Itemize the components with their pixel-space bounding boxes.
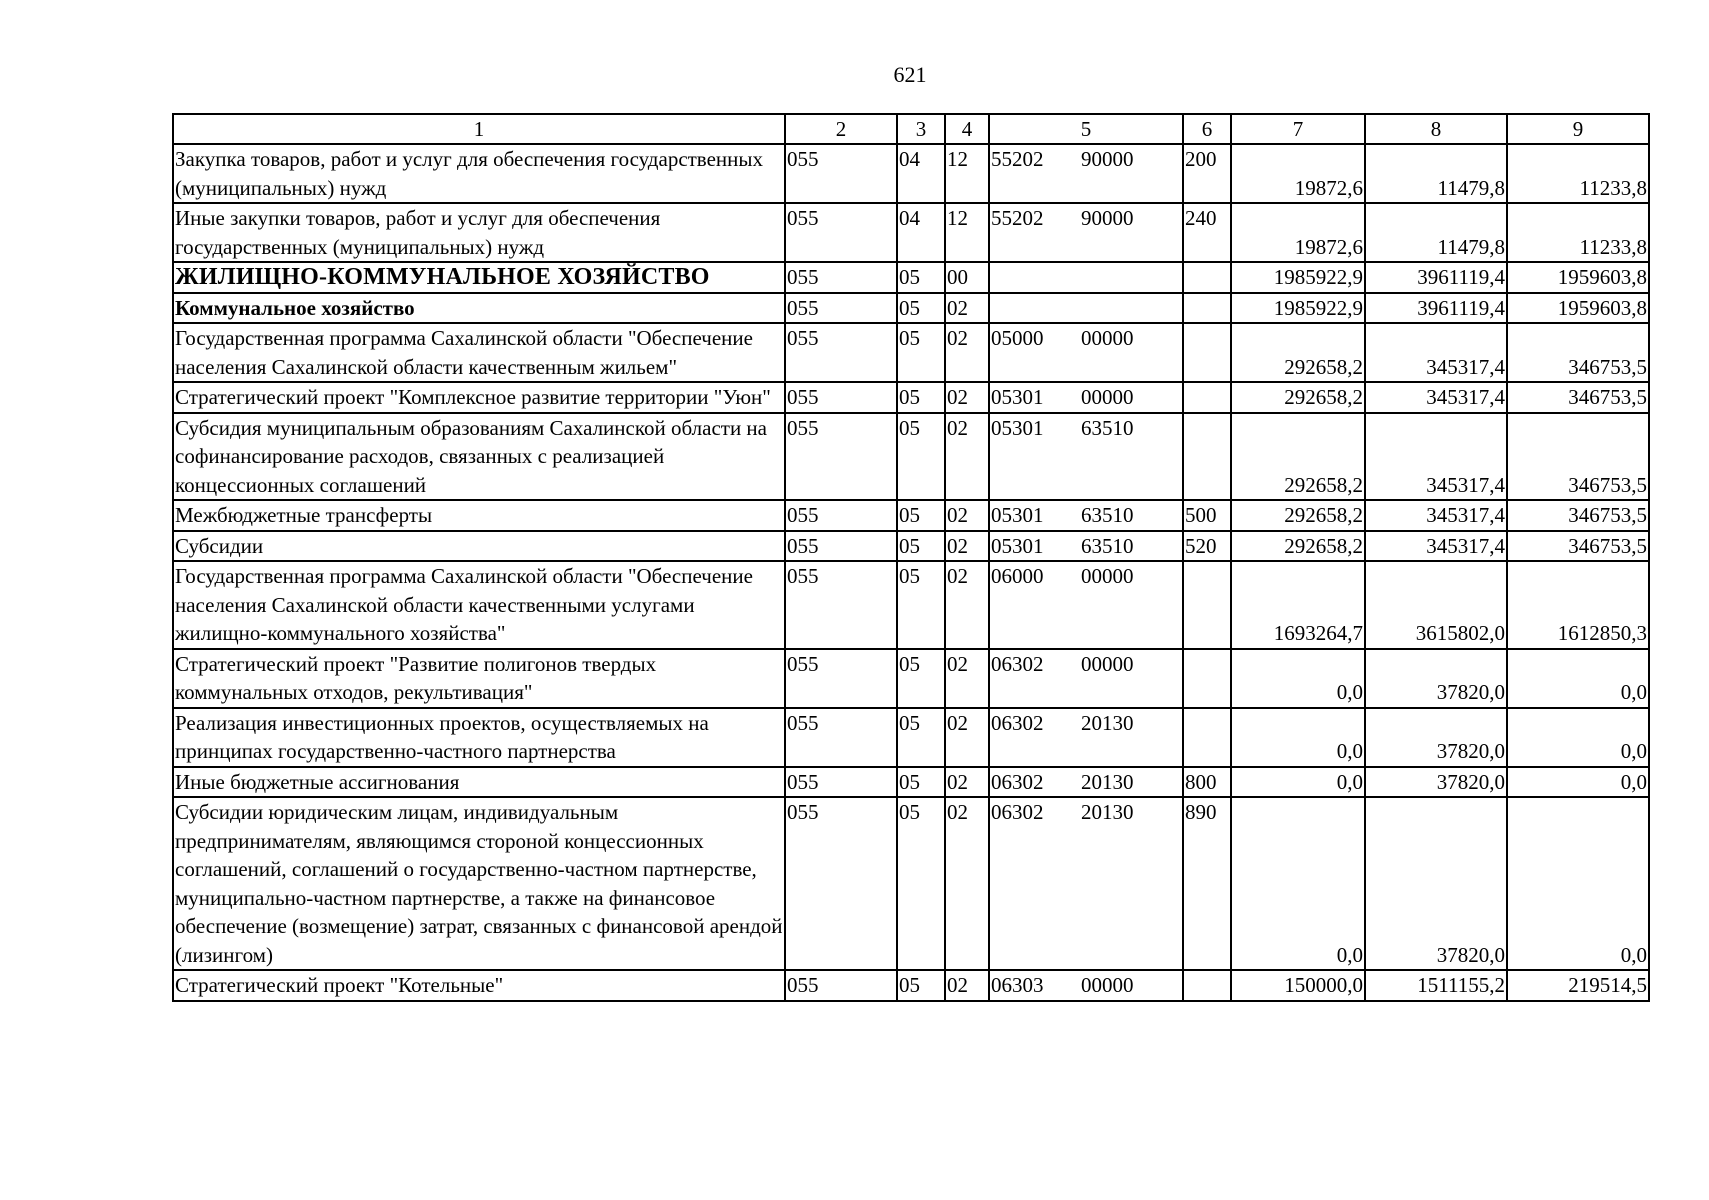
table-header-row — [173, 114, 1649, 144]
row-name-cell: Государственная программа Сахалинской области "Обеспечение населения Сахалинской области качественными услугами жилищно-коммунального хозяйства" — [173, 561, 785, 649]
target-article-cell — [989, 531, 1183, 562]
section-code-cell: 05 — [897, 649, 945, 708]
target-article-cell — [989, 767, 1183, 798]
target-article-cell — [989, 382, 1183, 413]
target-article-program-code: 06302 — [991, 800, 1044, 824]
section-code-cell: 05 — [897, 293, 945, 324]
section-code-cell: 05 — [897, 323, 945, 382]
amount-col7-cell: 0,0 — [1231, 708, 1365, 767]
table-row — [173, 500, 1649, 531]
target-article-direction-code: 20130 — [1081, 800, 1134, 824]
admin-code-cell: 055 — [785, 708, 897, 767]
table-row — [173, 649, 1649, 708]
table-row — [173, 970, 1649, 1001]
header-cell: 4 — [945, 114, 989, 144]
target-article-cell — [989, 413, 1183, 501]
amount-col7-cell: 19872,6 — [1231, 203, 1365, 262]
expense-type-cell: 520 — [1183, 531, 1231, 562]
expense-type-cell: 200 — [1183, 144, 1231, 203]
section-code-cell: 05 — [897, 797, 945, 970]
row-name-cell: Государственная программа Сахалинской области "Обеспечение населения Сахалинской области качественным жильем" — [173, 323, 785, 382]
table-row — [173, 797, 1649, 970]
subsection-code-cell: 12 — [945, 144, 989, 203]
expense-type-cell: 500 — [1183, 500, 1231, 531]
amount-col9-cell: 1612850,3 — [1507, 561, 1649, 649]
row-name-cell: Субсидии — [173, 531, 785, 562]
amount-col8-cell: 3961119,4 — [1365, 293, 1507, 324]
row-name-cell: Стратегический проект "Комплексное развитие территории "Уюн" — [173, 382, 785, 413]
target-article-program-code: 06302 — [991, 651, 1044, 676]
amount-col8-cell: 11479,8 — [1365, 203, 1507, 262]
subsection-code-cell: 02 — [945, 767, 989, 798]
target-article-program-code: 06000 — [991, 564, 1044, 588]
header-cell: 7 — [1231, 114, 1365, 144]
expense-type-cell — [1183, 649, 1231, 708]
target-article-cell — [989, 144, 1183, 203]
amount-col8-cell: 37820,0 — [1365, 797, 1507, 970]
target-article-cell — [989, 203, 1183, 262]
amount-col9-cell: 0,0 — [1507, 649, 1649, 708]
admin-code-cell: 055 — [785, 293, 897, 324]
expense-type-cell — [1183, 323, 1231, 382]
target-article-direction-code: 00000 — [1081, 564, 1134, 588]
expense-type-cell — [1183, 293, 1231, 324]
header-cell: 2 — [785, 114, 897, 144]
expense-type-cell — [1183, 382, 1231, 413]
header-cell: 1 — [173, 114, 785, 144]
target-article-cell — [989, 561, 1183, 649]
row-name-cell: Субсидии юридическим лицам, индивидуальным предпринимателям, являющимся стороной концессионных соглашений, соглашений о государственно-частном партнерстве, муниципально-частном партнерстве, а также на финансовое обеспечение (возмещение) затрат, связанных с финансовой арендой (лизингом) — [173, 797, 785, 970]
table-row — [173, 531, 1649, 562]
table-row — [173, 203, 1649, 262]
target-article-program-code: 05301 — [991, 503, 1044, 527]
subsection-code-cell: 02 — [945, 323, 989, 382]
row-name-cell: Закупка товаров, работ и услуг для обеспечения государственных (муниципальных) нужд — [173, 144, 785, 203]
subsection-code-cell: 02 — [945, 293, 989, 324]
amount-col7-cell: 292658,2 — [1231, 323, 1365, 382]
amount-col7-cell: 1693264,7 — [1231, 561, 1365, 649]
amount-col9-cell: 11233,8 — [1507, 144, 1649, 203]
admin-code-cell: 055 — [785, 382, 897, 413]
amount-col7-cell: 292658,2 — [1231, 531, 1365, 562]
target-article-program-code: 05000 — [991, 326, 1044, 350]
section-code-cell: 05 — [897, 382, 945, 413]
amount-col7-cell: 150000,0 — [1231, 970, 1365, 1001]
target-article-program-code: 55202 — [991, 147, 1044, 171]
amount-col8-cell: 345317,4 — [1365, 413, 1507, 501]
amount-col9-cell: 0,0 — [1507, 708, 1649, 767]
amount-col8-cell: 37820,0 — [1365, 649, 1507, 708]
amount-col9-cell: 346753,5 — [1507, 382, 1649, 413]
expense-type-cell — [1183, 970, 1231, 1001]
amount-col8-cell: 3961119,4 — [1365, 262, 1507, 293]
amount-col7-cell: 292658,2 — [1231, 413, 1365, 501]
expense-type-cell — [1183, 262, 1231, 293]
amount-col9-cell: 346753,5 — [1507, 413, 1649, 501]
amount-col9-cell: 346753,5 — [1507, 531, 1649, 562]
table-row — [173, 767, 1649, 798]
expense-type-cell — [1183, 708, 1231, 767]
header-cell: 9 — [1507, 114, 1649, 144]
header-cell: 6 — [1183, 114, 1231, 144]
section-code-cell: 05 — [897, 561, 945, 649]
subsection-code-cell: 02 — [945, 382, 989, 413]
target-article-cell — [989, 797, 1183, 970]
admin-code-cell: 055 — [785, 262, 897, 293]
table-row — [173, 323, 1649, 382]
target-article-program-code: 05301 — [991, 533, 1044, 558]
amount-col9-cell: 11233,8 — [1507, 203, 1649, 262]
page-number: 621 — [893, 62, 927, 87]
subsection-code-cell: 02 — [945, 531, 989, 562]
section-code-cell: 05 — [897, 708, 945, 767]
target-article-direction-code: 20130 — [1081, 769, 1134, 794]
amount-col8-cell: 37820,0 — [1365, 708, 1507, 767]
subsection-code-cell: 12 — [945, 203, 989, 262]
target-article-program-code: 55202 — [991, 206, 1044, 230]
admin-code-cell: 055 — [785, 323, 897, 382]
target-article-direction-code: 63510 — [1081, 533, 1134, 558]
section-code-cell: 04 — [897, 203, 945, 262]
target-article-cell — [989, 293, 1183, 324]
expense-type-cell — [1183, 413, 1231, 501]
subsection-code-cell: 02 — [945, 649, 989, 708]
target-article-direction-code: 00000 — [1081, 973, 1134, 997]
amount-col7-cell: 292658,2 — [1231, 500, 1365, 531]
section-code-cell: 04 — [897, 144, 945, 203]
target-article-cell — [989, 500, 1183, 531]
amount-col7-cell: 0,0 — [1231, 767, 1365, 798]
row-name-cell: Стратегический проект "Развитие полигонов твердых коммунальных отходов, рекультивация" — [173, 649, 785, 708]
expense-type-cell: 240 — [1183, 203, 1231, 262]
subsection-code-cell: 02 — [945, 413, 989, 501]
admin-code-cell: 055 — [785, 203, 897, 262]
target-article-program-code: 05301 — [991, 415, 1044, 440]
row-name-cell: Стратегический проект "Котельные" — [173, 970, 785, 1001]
row-name-cell: Коммунальное хозяйство — [173, 293, 785, 324]
row-name-cell: Реализация инвестиционных проектов, осуществляемых на принципах государственно-частного партнерства — [173, 708, 785, 767]
target-article-direction-code: 63510 — [1081, 503, 1134, 527]
section-code-cell: 05 — [897, 413, 945, 501]
admin-code-cell: 055 — [785, 767, 897, 798]
amount-col8-cell: 11479,8 — [1365, 144, 1507, 203]
amount-col9-cell: 1959603,8 — [1507, 262, 1649, 293]
target-article-cell — [989, 323, 1183, 382]
amount-col9-cell: 1959603,8 — [1507, 293, 1649, 324]
target-article-cell — [989, 262, 1183, 293]
target-article-program-code: 06302 — [991, 710, 1044, 735]
section-code-cell: 05 — [897, 500, 945, 531]
amount-col7-cell: 1985922,9 — [1231, 293, 1365, 324]
target-article-direction-code: 20130 — [1081, 710, 1134, 735]
section-code-cell: 05 — [897, 531, 945, 562]
expense-type-cell: 800 — [1183, 767, 1231, 798]
table-row — [173, 413, 1649, 501]
section-code-cell: 05 — [897, 970, 945, 1001]
table-row — [173, 382, 1649, 413]
section-code-cell: 05 — [897, 262, 945, 293]
header-cell: 3 — [897, 114, 945, 144]
subsection-code-cell: 02 — [945, 561, 989, 649]
row-name-cell: Иные бюджетные ассигнования — [173, 767, 785, 798]
table-body — [173, 144, 1649, 1001]
target-article-direction-code: 90000 — [1081, 206, 1134, 230]
target-article-direction-code: 90000 — [1081, 147, 1134, 171]
header-cell: 8 — [1365, 114, 1507, 144]
admin-code-cell: 055 — [785, 413, 897, 501]
amount-col7-cell: 292658,2 — [1231, 382, 1365, 413]
subsection-code-cell: 02 — [945, 797, 989, 970]
admin-code-cell: 055 — [785, 649, 897, 708]
target-article-program-code: 06302 — [991, 769, 1044, 794]
amount-col8-cell: 1511155,2 — [1365, 970, 1507, 1001]
amount-col9-cell: 0,0 — [1507, 797, 1649, 970]
target-article-direction-code: 00000 — [1081, 326, 1134, 350]
header-cell: 5 — [989, 114, 1183, 144]
target-article-direction-code: 00000 — [1081, 385, 1134, 409]
amount-col8-cell: 345317,4 — [1365, 323, 1507, 382]
section-code-cell: 05 — [897, 767, 945, 798]
amount-col9-cell: 346753,5 — [1507, 323, 1649, 382]
admin-code-cell: 055 — [785, 797, 897, 970]
row-name-cell: ЖИЛИЩНО-КОММУНАЛЬНОЕ ХОЗЯЙСТВО — [173, 262, 785, 293]
row-name-cell: Межбюджетные трансферты — [173, 500, 785, 531]
table-row — [173, 293, 1649, 324]
expense-type-cell — [1183, 561, 1231, 649]
budget-table — [172, 113, 1650, 1002]
amount-col8-cell: 37820,0 — [1365, 767, 1507, 798]
amount-col9-cell: 219514,5 — [1507, 970, 1649, 1001]
row-name-cell: Субсидия муниципальным образованиям Сахалинской области на софинансирование расходов, связанных с реализацией концессионных соглашений — [173, 413, 785, 501]
row-name-cell: Иные закупки товаров, работ и услуг для обеспечения государственных (муниципальных) нужд — [173, 203, 785, 262]
table-row — [173, 262, 1649, 293]
target-article-program-code: 05301 — [991, 385, 1044, 409]
amount-col8-cell: 3615802,0 — [1365, 561, 1507, 649]
table-row — [173, 561, 1649, 649]
subsection-code-cell: 02 — [945, 708, 989, 767]
target-article-cell — [989, 970, 1183, 1001]
subsection-code-cell: 00 — [945, 262, 989, 293]
amount-col7-cell: 0,0 — [1231, 649, 1365, 708]
target-article-cell — [989, 649, 1183, 708]
amount-col9-cell: 0,0 — [1507, 767, 1649, 798]
target-article-direction-code: 00000 — [1081, 651, 1134, 676]
amount-col7-cell: 1985922,9 — [1231, 262, 1365, 293]
table-row — [173, 708, 1649, 767]
admin-code-cell: 055 — [785, 144, 897, 203]
amount-col8-cell: 345317,4 — [1365, 500, 1507, 531]
target-article-direction-code: 63510 — [1081, 415, 1134, 440]
admin-code-cell: 055 — [785, 970, 897, 1001]
amount-col8-cell: 345317,4 — [1365, 531, 1507, 562]
amount-col8-cell: 345317,4 — [1365, 382, 1507, 413]
admin-code-cell: 055 — [785, 531, 897, 562]
amount-col7-cell: 0,0 — [1231, 797, 1365, 970]
target-article-cell — [989, 708, 1183, 767]
target-article-program-code: 06303 — [991, 973, 1044, 997]
table-row — [173, 144, 1649, 203]
expense-type-cell: 890 — [1183, 797, 1231, 970]
subsection-code-cell: 02 — [945, 500, 989, 531]
amount-col7-cell: 19872,6 — [1231, 144, 1365, 203]
admin-code-cell: 055 — [785, 561, 897, 649]
amount-col9-cell: 346753,5 — [1507, 500, 1649, 531]
subsection-code-cell: 02 — [945, 970, 989, 1001]
admin-code-cell: 055 — [785, 500, 897, 531]
